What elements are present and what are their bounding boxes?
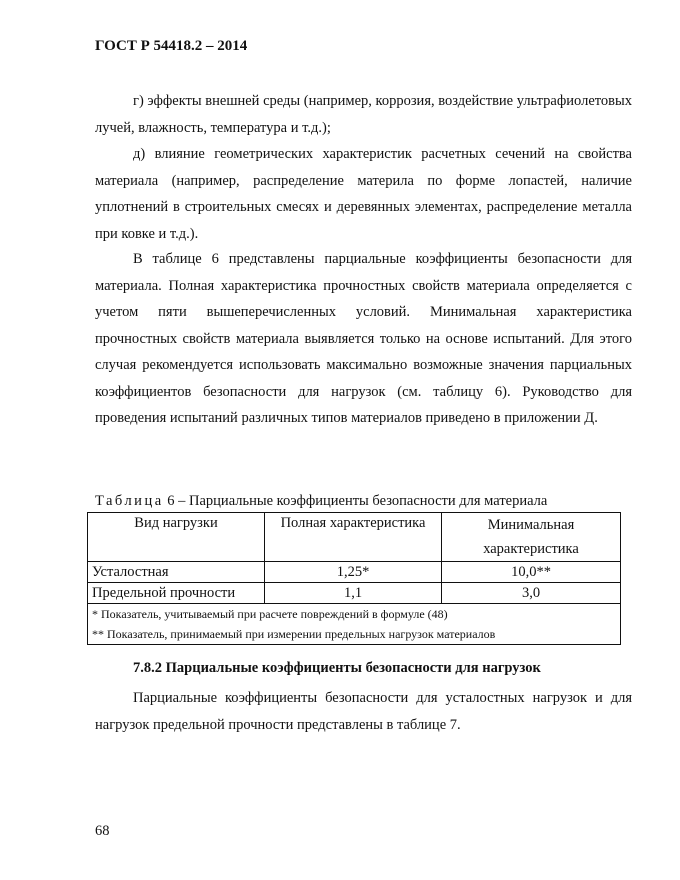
header-full-characteristic: Полная характеристика: [265, 513, 442, 562]
paragraph-g: г) эффекты внешней среды (например, коррозия, воздействие ультрафиолетовых лучей, влажность, температура и т.д.);: [95, 93, 632, 136]
table-cell: Предельной прочности: [88, 583, 265, 604]
paragraph-table-intro: В таблице 6 представлены парциальные коэффициенты безопасности для материала. Полная характеристика прочностных свойств материала определяется с учетом пяти вышеперечисленных условий. Минимальная характеристика прочностных свойств материала выявляется только на основе испытаний. Для этого случая рекомендуется использовать максимально возможные значения парциальных коэффициентов безопасности для нагрузок (см. таблицу 6). Руководство для проведения испытаний различных типов материалов приведено в приложении Д.: [95, 251, 632, 426]
table-caption-text: 6 – Парциальные коэффициенты безопасности для материала: [163, 493, 548, 509]
table-notes-row: [88, 604, 621, 645]
table-cell: 1,25*: [265, 562, 442, 583]
table-cell: 1,1: [265, 583, 442, 604]
section-heading: 7.8.2 Парциальные коэффициенты безопасности для нагрузок: [133, 660, 541, 676]
safety-factors-table: [87, 512, 621, 645]
section-paragraph: Парциальные коэффициенты безопасности для усталостных нагрузок и для нагрузок предельной прочности представлены в таблице 7.: [95, 690, 632, 733]
document-header: ГОСТ Р 54418.2 – 2014: [95, 38, 248, 54]
table-row: [88, 562, 621, 583]
header-min-characteristic: Минимальная характеристика: [442, 513, 621, 562]
table-note: * Показатель, учитываемый при расчете повреждений в формуле (48): [92, 607, 448, 621]
page-number: 68: [95, 823, 110, 839]
table-cell: 10,0**: [442, 562, 621, 583]
table-row: [88, 583, 621, 604]
table-cell: Усталостная: [88, 562, 265, 583]
table-header-row: [88, 513, 621, 562]
table-caption: [95, 493, 547, 510]
table-caption-word: Таблица: [95, 493, 164, 509]
table-notes: [88, 604, 621, 645]
paragraph-d: д) влияние геометрических характеристик расчетных сечений на свойства материала (например, распределение материла по форме лопастей, наличие уплотнений в строительных смесях и деревянных элементах, распределение металла при ковке и т.д.).: [95, 146, 632, 242]
table-cell: 3,0: [442, 583, 621, 604]
header-load-type: Вид нагрузки: [88, 513, 265, 562]
table-note: ** Показатель, принимаемый при измерении предельных нагрузок материалов: [92, 627, 496, 641]
